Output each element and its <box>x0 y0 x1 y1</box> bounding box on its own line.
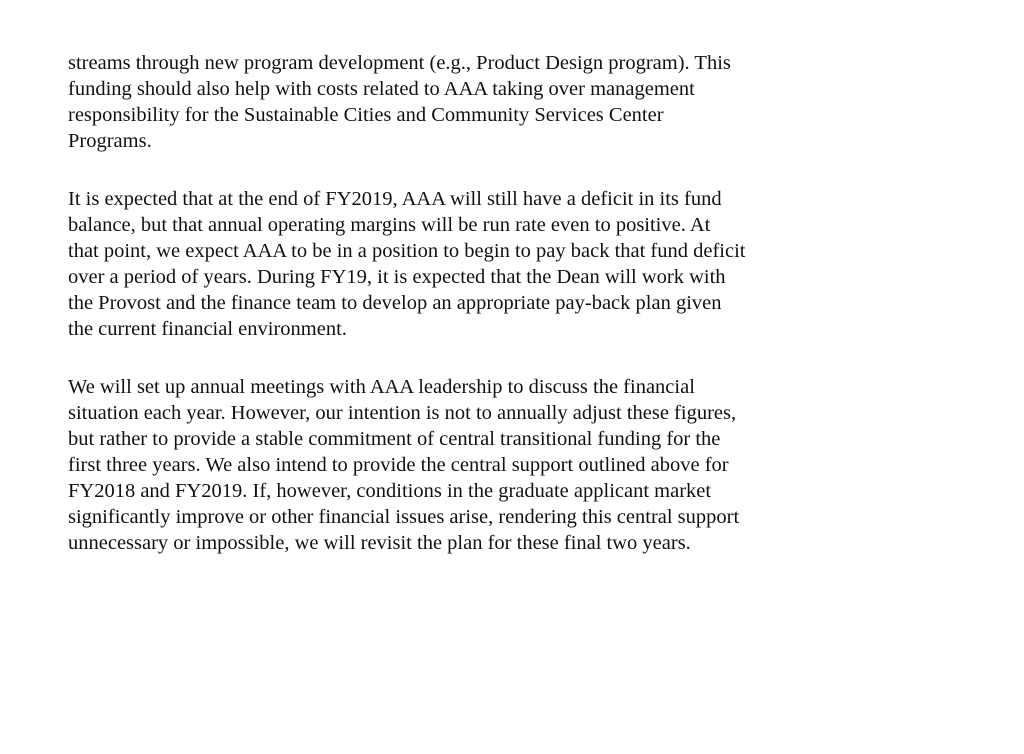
paragraph-line: balance, but that annual operating margins will be run rate even to positive. At <box>68 214 711 236</box>
paragraph-line: the Provost and the finance team to develop an appropriate pay-back plan given <box>68 292 722 314</box>
paragraph-line: but rather to provide a stable commitment of central transitional funding for the <box>68 428 721 450</box>
paragraph-line: unnecessary or impossible, we will revisit the plan for these final two years. <box>68 532 691 554</box>
paragraph-line: streams through new program development (e.g., Product Design program). This <box>68 52 731 74</box>
paragraph-line: FY2018 and FY2019. If, however, conditions in the graduate applicant market <box>68 480 712 502</box>
paragraph-line: first three years. We also intend to provide the central support outlined above for <box>68 454 729 476</box>
paragraph-line: situation each year. However, our intention is not to annually adjust these figures, <box>68 402 737 424</box>
paragraph-3 <box>68 374 958 556</box>
document-page <box>68 50 958 588</box>
paragraph-1 <box>68 50 958 154</box>
paragraph-line: funding should also help with costs related to AAA taking over management <box>68 78 695 100</box>
paragraph-line: that point, we expect AAA to be in a position to begin to pay back that fund deficit <box>68 240 746 262</box>
paragraph-line: significantly improve or other financial issues arise, rendering this central support <box>68 506 740 528</box>
paragraph-line: It is expected that at the end of FY2019, AAA will still have a deficit in its fund <box>68 188 722 210</box>
paragraph-line: We will set up annual meetings with AAA leadership to discuss the financial <box>68 376 695 398</box>
paragraph-line: the current financial environment. <box>68 318 347 340</box>
paragraph-line: responsibility for the Sustainable Cities and Community Services Center <box>68 104 664 126</box>
paragraph-2 <box>68 186 958 342</box>
paragraph-line: over a period of years. During FY19, it is expected that the Dean will work with <box>68 266 726 288</box>
paragraph-line: Programs. <box>68 130 152 152</box>
